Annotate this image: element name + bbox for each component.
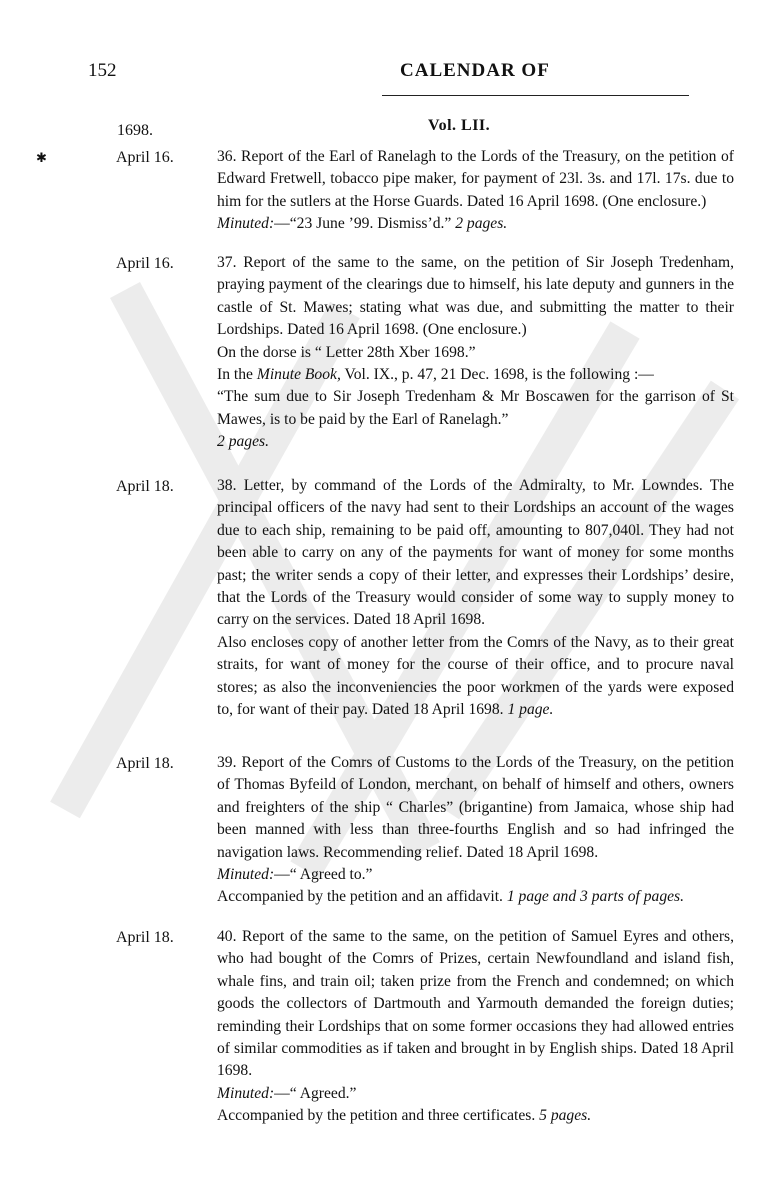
- minuted-text: —“ Agreed to.”: [274, 866, 373, 884]
- minuted-line: [217, 1083, 734, 1105]
- volume-heading: Vol. LII.: [428, 117, 491, 134]
- page-number: 152: [88, 60, 117, 81]
- page-count: 2 pages.: [217, 433, 269, 451]
- minuted-text: —“ Agreed.”: [274, 1084, 357, 1102]
- page-count: 5 pages.: [539, 1107, 592, 1125]
- accompanied-line: [217, 886, 734, 908]
- enclosure-paragraph: [217, 632, 734, 722]
- entry-date: April 18.: [116, 755, 174, 772]
- minute-book-post: Vol. IX., p. 47, 21 Dec. 1698, is the following :—: [340, 366, 654, 384]
- entry-paragraph: 39. Report of the Comrs of Customs to the Lords of the Treasury, on the petition of Thomas Byfeild of London, merchant, on behalf of himself and others, owners and freighters of the ship “ Charles” (brigantine) from Jamaica, whose ship had been manned with less than three-fourths English and so had infringed the navigation laws. Recommending relief. Dated 18 April 1698.: [217, 754, 734, 861]
- entry-date: April 18.: [116, 478, 174, 495]
- dorse-note: On the dorse is “ Letter 28th Xber 1698.”: [217, 343, 476, 361]
- entry-body: [217, 475, 734, 721]
- accompanied-line: [217, 1105, 734, 1127]
- running-title: CALENDAR OF: [400, 60, 550, 81]
- entry-body: [217, 146, 734, 236]
- enclosure-text: Also encloses copy of another letter from the Comrs of the Navy, as to their great straits, for want of money for the course of their office, and to procure naval stores; as also the inconveniencies the poor workmen of the yards were exposed to, for want of their pay. Dated 18 April 1698.: [217, 633, 734, 719]
- minuted-label: Minuted:: [217, 1084, 275, 1102]
- accompanied-text: Accompanied by the petition and an affidavit.: [217, 888, 507, 906]
- entry-date: April 16.: [116, 149, 174, 166]
- entry-paragraph: 36. Report of the Earl of Ranelagh to the Lords of the Treasury, on the petition of Edward Fretwell, tobacco pipe maker, for payment of 23l. 3s. and 17l. 17s. due to him for the sutlers at the Horse Guards. Dated 16 April 1698. (One enclosure.): [217, 148, 734, 210]
- minuted-line: [217, 864, 734, 886]
- page-header: [88, 60, 730, 90]
- minute-book-line: [217, 364, 734, 386]
- minuted-line: [217, 213, 734, 235]
- minuted-label: Minuted:: [217, 215, 275, 233]
- entry-paragraph: 37. Report of the same to the same, on the petition of Sir Joseph Tredenham, praying payment of the clearings due to himself, his late deputy and gunners in the castle of St. Mawes; stating what was due, and submitting the matter to their Lordships. Dated 16 April 1698. (One enclosure.): [217, 254, 734, 339]
- entry-body: [217, 252, 734, 454]
- entry-body: [217, 752, 734, 909]
- minuted-label: Minuted:: [217, 866, 275, 884]
- page-count: 1 page and 3 parts of pages.: [506, 888, 685, 906]
- margin-year: 1698.: [117, 122, 153, 139]
- accompanied-text: Accompanied by the petition and three certificates.: [217, 1107, 540, 1125]
- minuted-text: —“23 June ’99. Dismiss’d.”: [274, 215, 456, 233]
- header-rule: [382, 95, 689, 96]
- quotation: “The sum due to Sir Joseph Tredenham & Mr Boscawen for the garrison of St Mawes, is to be paid by the Earl of Ranelagh.”: [217, 388, 734, 428]
- entry-date: April 18.: [116, 929, 174, 946]
- minute-book-title: Minute Book,: [256, 366, 341, 384]
- entry-paragraph: 40. Report of the same to the same, on the petition of Samuel Eyres and others, who had bought of the Comrs of Prizes, certain Newfoundland and island fish, whale fins, and train oil; taken prize from the French and condemned; on which goods the collectors of Dartmouth and Yarmouth demanded the foreign duties; reminding their Lordships that on some former occasions they had allowed entries of similar commodities as if taken and brought in by English ships. Dated 18 April 1698.: [217, 928, 734, 1080]
- margin-mark: ✱: [36, 150, 47, 165]
- minute-book-pre: In the: [217, 366, 257, 384]
- page-count: 2 pages.: [455, 215, 508, 233]
- entry-date: April 16.: [116, 255, 174, 272]
- entry-paragraph: 38. Letter, by command of the Lords of the Admiralty, to Mr. Lowndes. The principal officers of the navy had sent to their Lordships an account of the wages due to each ship, remaining to be paid off, amounting to 807,040l. They had not been able to carry on any of the payments for want of money for some months past; the writer sends a copy of their letter, and expresses their Lordships’ desire, that the Lords of the Treasury would consider of some way to supply money to carry on the services. Dated 18 April 1698.: [217, 477, 734, 629]
- page-count: 1 page.: [507, 701, 554, 719]
- entry-body: [217, 926, 734, 1128]
